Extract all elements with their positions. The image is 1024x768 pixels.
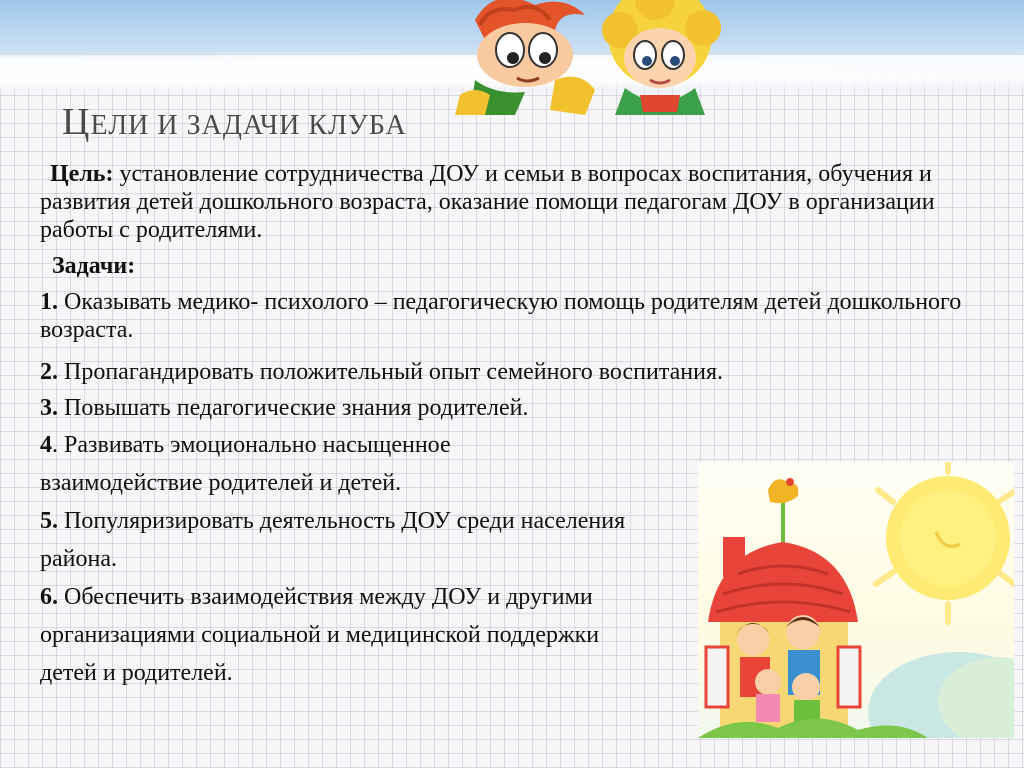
sun-icon (876, 462, 1014, 622)
family-house-illustration (698, 462, 1014, 738)
task-number: 5. (40, 508, 58, 534)
cartoon-boy-icon (455, 0, 595, 115)
goal-paragraph (40, 160, 1000, 244)
tasks-heading: Задачи: (52, 253, 136, 279)
task-item-1 (40, 288, 1000, 344)
task-item-2 (40, 358, 1000, 386)
goal-label: Цель: (50, 161, 114, 187)
task-number: 4 (40, 432, 52, 458)
house-icon (706, 537, 860, 728)
task-text: . Развивать эмоционально насыщенное взаимодействие родителей и детей. (40, 432, 451, 496)
task-item-5 (40, 502, 680, 578)
task-number: 6. (40, 584, 58, 610)
task-text: Популяризировать деятельность ДОУ среди населения района. (40, 508, 626, 572)
cartoon-kids-illustration (455, 0, 735, 115)
task-text: Обеспечить взаимодействия между ДОУ и другими организациями социальной и медицинской поддержки детей и родителей. (40, 584, 600, 686)
task-number: 2. (40, 359, 58, 385)
slide-title-rest: ЕЛИ И ЗАДАЧИ КЛУБА (90, 110, 407, 141)
goal-text: установление сотрудничества ДОУ и семьи в вопросах воспитания, обучения и развития детей дошкольного возраста, оказание помощи педагогам ДОУ в организации работы с родителями. (40, 161, 935, 243)
task-item-3 (40, 394, 1000, 422)
cartoon-girl-icon (602, 0, 721, 115)
slide-title (62, 100, 407, 144)
task-text: Пропагандировать положительный опыт семейного воспитания. (58, 359, 724, 385)
task-text: Оказывать медико- психолого – педагогическую помощь родителям детей дошкольного возраста. (40, 289, 962, 343)
slide-title-first-letter: Ц (62, 101, 91, 143)
task-item-4 (40, 426, 600, 502)
hills (868, 652, 1014, 738)
task-text: Повышать педагогические знания родителей. (58, 395, 529, 421)
task-item-6 (40, 578, 660, 692)
task-number: 3. (40, 395, 58, 421)
task-number: 1. (40, 289, 58, 315)
